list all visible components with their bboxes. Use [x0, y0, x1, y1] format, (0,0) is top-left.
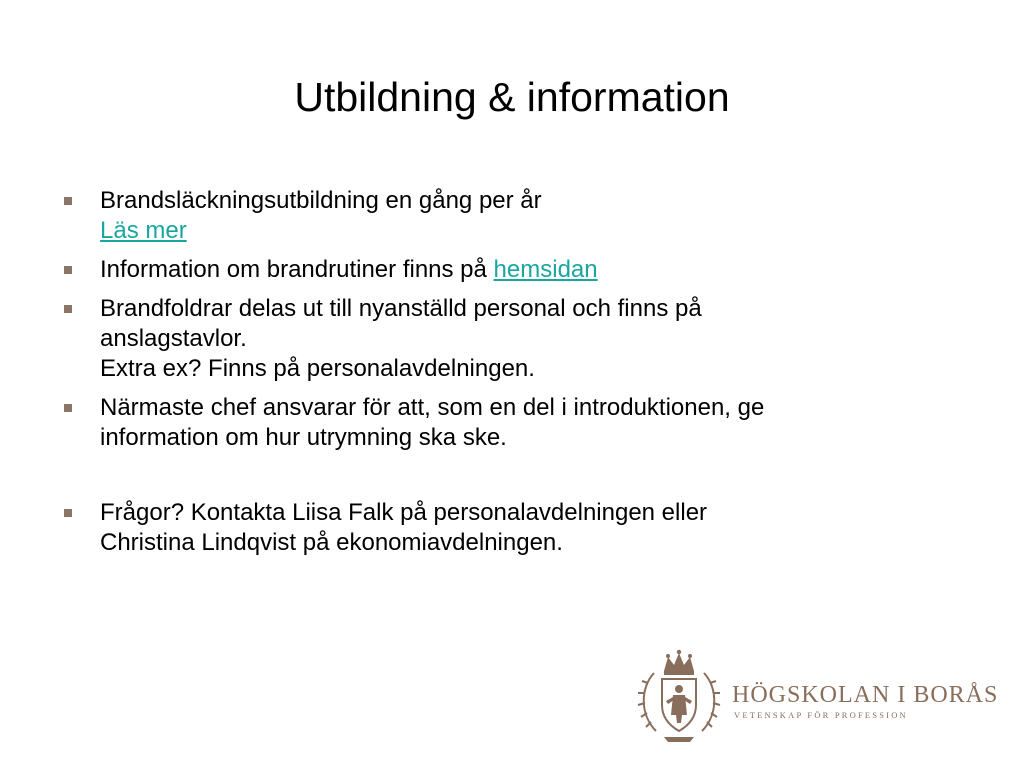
square-bullet-icon [64, 197, 72, 205]
bullet-item-brochures [62, 294, 962, 384]
bullet-text: information om hur utrymning ska ske. [100, 424, 507, 451]
crown-wreath-seal-icon [634, 643, 724, 748]
square-bullet-icon [64, 509, 72, 517]
bullet-text: Brandsläckningsutbildning en gång per år [100, 187, 542, 214]
bullet-item-routines [62, 255, 962, 285]
website-link[interactable]: hemsidan [493, 256, 598, 283]
bullet-item-training [62, 186, 962, 246]
logo-tagline: VETENSKAP FÖR PROFESSION [734, 710, 908, 720]
bullet-text: Brandfoldrar delas ut till nyanställd personal och finns på [100, 295, 702, 322]
read-more-link[interactable]: Läs mer [100, 217, 187, 244]
bullet-item-manager [62, 393, 962, 453]
bullet-text: Närmaste chef ansvarar för att, som en del i introduktionen, ge [100, 394, 765, 421]
square-bullet-icon [64, 266, 72, 274]
slide-title: Utbildning & information [294, 74, 730, 120]
square-bullet-icon [64, 305, 72, 313]
bullet-text: Information om brandrutiner finns på [100, 256, 494, 283]
bullet-text: anslagstavlor. [100, 325, 247, 352]
bullet-text: Extra ex? Finns på personalavdelningen. [100, 355, 535, 382]
square-bullet-icon [64, 404, 72, 412]
bullet-item-questions [62, 498, 962, 558]
logo-name: HÖGSKOLAN I BORÅS [732, 682, 999, 708]
bullet-text: Christina Lindqvist på ekonomiavdelningen. [100, 529, 563, 556]
bullet-text: Frågor? Kontakta Liisa Falk på personalavdelningen eller [100, 499, 708, 526]
university-logo [634, 643, 1004, 748]
bullet-list [62, 186, 962, 567]
